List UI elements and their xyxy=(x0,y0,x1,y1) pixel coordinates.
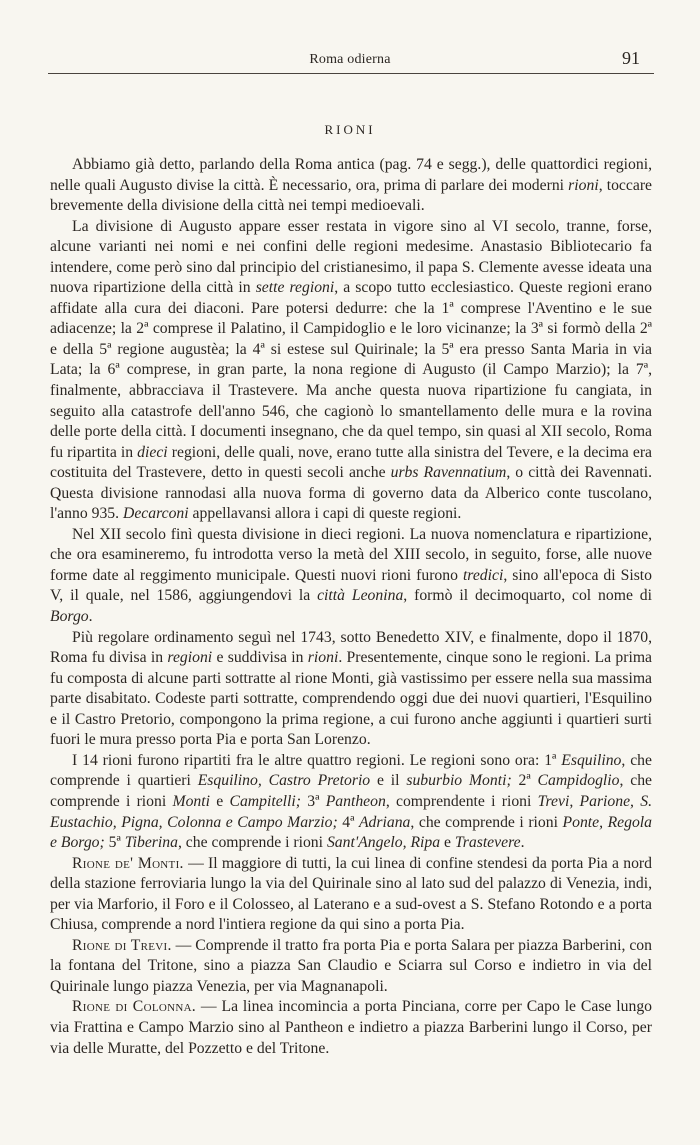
header-rule xyxy=(48,73,654,74)
italic-text: Trastevere xyxy=(454,834,521,852)
italic-text: dieci xyxy=(137,443,168,461)
text-run: , a scopo tutto ecclesiastico. Queste regioni erano affidate alla cura dei diaconi. Pare potersi dedurre: che la 1ª comprese l'Aventino e le sue adiacenze; la 2ª comprese il Palatino, il Campidoglio e le loro vicinanze; la 3ª si formò della 2ª e della 5ª regione augustèa; la 4ª si estese sul Quirinale; la 5ª era presso Santa Maria in via Lata; la 6ª comprese, in gran parte, la nona regione di Augusto (il Campo Marzio); la 7ª, finalmente, abbracciava il Trastevere. Ma anche questa nuova ripartizione fu cangiata, in seguito alla catastrofe dell'anno 546, che cagionò lo smantellamento delle mura e la rovina delle porte della città. I documenti insegnano, che da quel tempo, sin quasi al XII secolo, Roma fu ripartita in xyxy=(50,279,652,461)
text-run: , che comprende i rioni xyxy=(177,834,327,852)
italic-text: suburbio Monti; xyxy=(406,772,512,790)
text-run: . xyxy=(520,834,525,852)
rione-heading: Rione di Trevi. xyxy=(72,936,172,954)
rione-heading: Rione di Colonna. xyxy=(72,998,197,1016)
text-run: , che comprende i quartieri xyxy=(50,751,652,790)
italic-text: Sant'Angelo, Ripa xyxy=(326,834,441,852)
italic-text: regioni xyxy=(167,649,213,667)
italic-text: Esquilino xyxy=(561,751,622,769)
text-run: Abbiamo già detto, parlando della Roma antica (pag. 74 e segg.), delle quattordici regioni, nelle quali Augusto divise la città. È necessario, ora, prima di parlare dei moderni xyxy=(50,156,652,194)
text-run: , che comprende i rioni xyxy=(50,772,653,810)
italic-text: tredici xyxy=(462,566,504,584)
italic-text: Campitelli; xyxy=(229,792,301,810)
page-number: 91 xyxy=(622,48,640,68)
paragraph xyxy=(50,936,652,998)
text-run: Nel XII secolo finì questa divisione in dieci regioni. La nuova nomenclatura e ripartizione, che ora esamineremo, fu introdotta verso la metà del XIII secolo, in seguito, forse, alle nuove forme date al reggimento municipale. Questi nuovi rioni furono xyxy=(50,525,652,584)
italic-text: rioni xyxy=(307,649,339,667)
italic-text: Monti xyxy=(172,792,210,810)
italic-text: città Leonina xyxy=(317,587,404,605)
body-text xyxy=(50,155,652,1059)
paragraph xyxy=(50,997,652,1059)
text-run: — Comprende il tratto fra porta Pia e porta Salara per piazza Barberini, con la fontana del Tritone, sino a piazza San Claudio e Sciarra sul Corso e indietro in via del Quirinale lungo piazza Venezia, per via Magnanapoli. xyxy=(50,936,652,995)
text-run: 4ª xyxy=(337,813,359,831)
running-title: Roma odierna xyxy=(309,52,391,67)
text-run: — La linea incomincia a porta Pinciana, corre per Capo le Case lungo via Frattina e Campo Marzio sino al Pantheon e indietro a piazza Barberini lungo il Corso, per via delle Muratte, del Pozzetto e del Tritone. xyxy=(50,998,653,1057)
italic-text: Campidoglio xyxy=(537,772,620,790)
italic-text: Pantheon xyxy=(325,792,386,810)
paragraph xyxy=(50,628,652,751)
text-run: e il xyxy=(370,772,407,790)
paragraph xyxy=(50,155,652,217)
italic-text: Adriana xyxy=(358,813,411,831)
text-run: 3ª xyxy=(300,792,326,810)
section-title: RIONI xyxy=(324,122,376,137)
text-run: 5ª xyxy=(104,834,125,852)
italic-text: Tiberina xyxy=(124,834,178,852)
rione-heading: Rione de' Monti. xyxy=(72,854,184,872)
text-run: , toccare brevemente della divisione della città nei tempi medioevali. xyxy=(50,176,653,215)
italic-text: rioni xyxy=(568,176,599,194)
italic-text: urbs Ravennatium xyxy=(390,464,507,482)
text-run: La divisione di Augusto appare esser restata in vigore sino al VI secolo, tranne, forse, alcune varianti nei nomi e nei confini delle regioni medesime. Anastasio Bibliotecario fa intendere, come però sino dal principio del cristianesimo, il papa S. Clemente avesse ideata una nuova ripartizione della città in xyxy=(50,217,652,297)
text-run: Più regolare ordinamento seguì nel 1743, sotto Benedetto XIV, e finalmente, dopo il 1870, Roma fu divisa in xyxy=(50,628,652,667)
paragraph xyxy=(50,854,652,936)
text-run: . Presentemente, cinque sono le regioni. La prima fu composta di alcune parti sottratte al rione Monti, già vastissimo per essere nella sua massima parte disabitato. Codeste parti sottratte, comprendendo oggi due dei nuovi quartieri, l'Esquilino e il Castro Pretorio, compongono la prima regione, a cui furono anche aggiunti i quartieri surti fuori le mura presso porta Pia e porta San Lorenzo. xyxy=(50,649,652,749)
italic-text: Borgo xyxy=(50,608,89,626)
text-run: , che comprende i rioni xyxy=(410,813,563,831)
text-run: , comprendente i rioni xyxy=(385,792,538,810)
text-run: e xyxy=(209,792,230,810)
text-run: — Il maggiore di tutti, la cui linea di confine stendesi da porta Pia a nord della stazione ferroviaria lungo la via del Quirinale sino al lato sud del palazzo di Venezia, indi, per via Marforio, il Foro e il Colosseo, al Laterano e a sud-ovest a S. Stefano Rotondo e a porta Chiusa, comprende a nord l'intiera regione da qui sino a porta Pia. xyxy=(50,854,652,934)
text-run: 2ª xyxy=(511,772,538,790)
italic-text: Decarconi xyxy=(122,505,189,523)
italic-text: sette regioni xyxy=(255,279,335,297)
paragraph xyxy=(50,217,652,525)
text-run: e suddivisa in xyxy=(212,649,308,667)
running-head xyxy=(50,50,650,72)
text-run: I 14 rioni furono ripartiti fra le altre quattro regioni. Le regioni sono ora: 1ª xyxy=(72,751,562,769)
paragraph xyxy=(50,525,652,628)
text-run: appellavansi allora i capi di queste regioni. xyxy=(188,505,462,523)
text-run: , formò il decimoquarto, col nome di xyxy=(403,587,653,605)
text-run: , sino all'epoca di Sisto V, il quale, nel 1586, aggiungendovi la xyxy=(50,566,652,605)
text-run: e xyxy=(440,834,455,852)
text-run: , o città dei Ravennati. Questa divisione rannodasi alla nuova forma di governo data da Alberico conte tuscolano, l'anno 935. xyxy=(50,464,652,523)
text-run: regioni, delle quali, nove, erano tutte alla sinistra del Tevere, e la decima era costituita del Trastevere, detto in questi secoli anche xyxy=(50,443,653,482)
italic-text: Trevi, Parione, S. Eustachio, Pigna, Colonna e Campo Marzio; xyxy=(50,792,653,831)
text-run: . xyxy=(88,608,93,626)
paragraph xyxy=(50,751,652,854)
italic-text: Ponte, Regola e Borgo; xyxy=(50,813,653,852)
italic-text: Esquilino, Castro Pretorio xyxy=(197,772,371,790)
